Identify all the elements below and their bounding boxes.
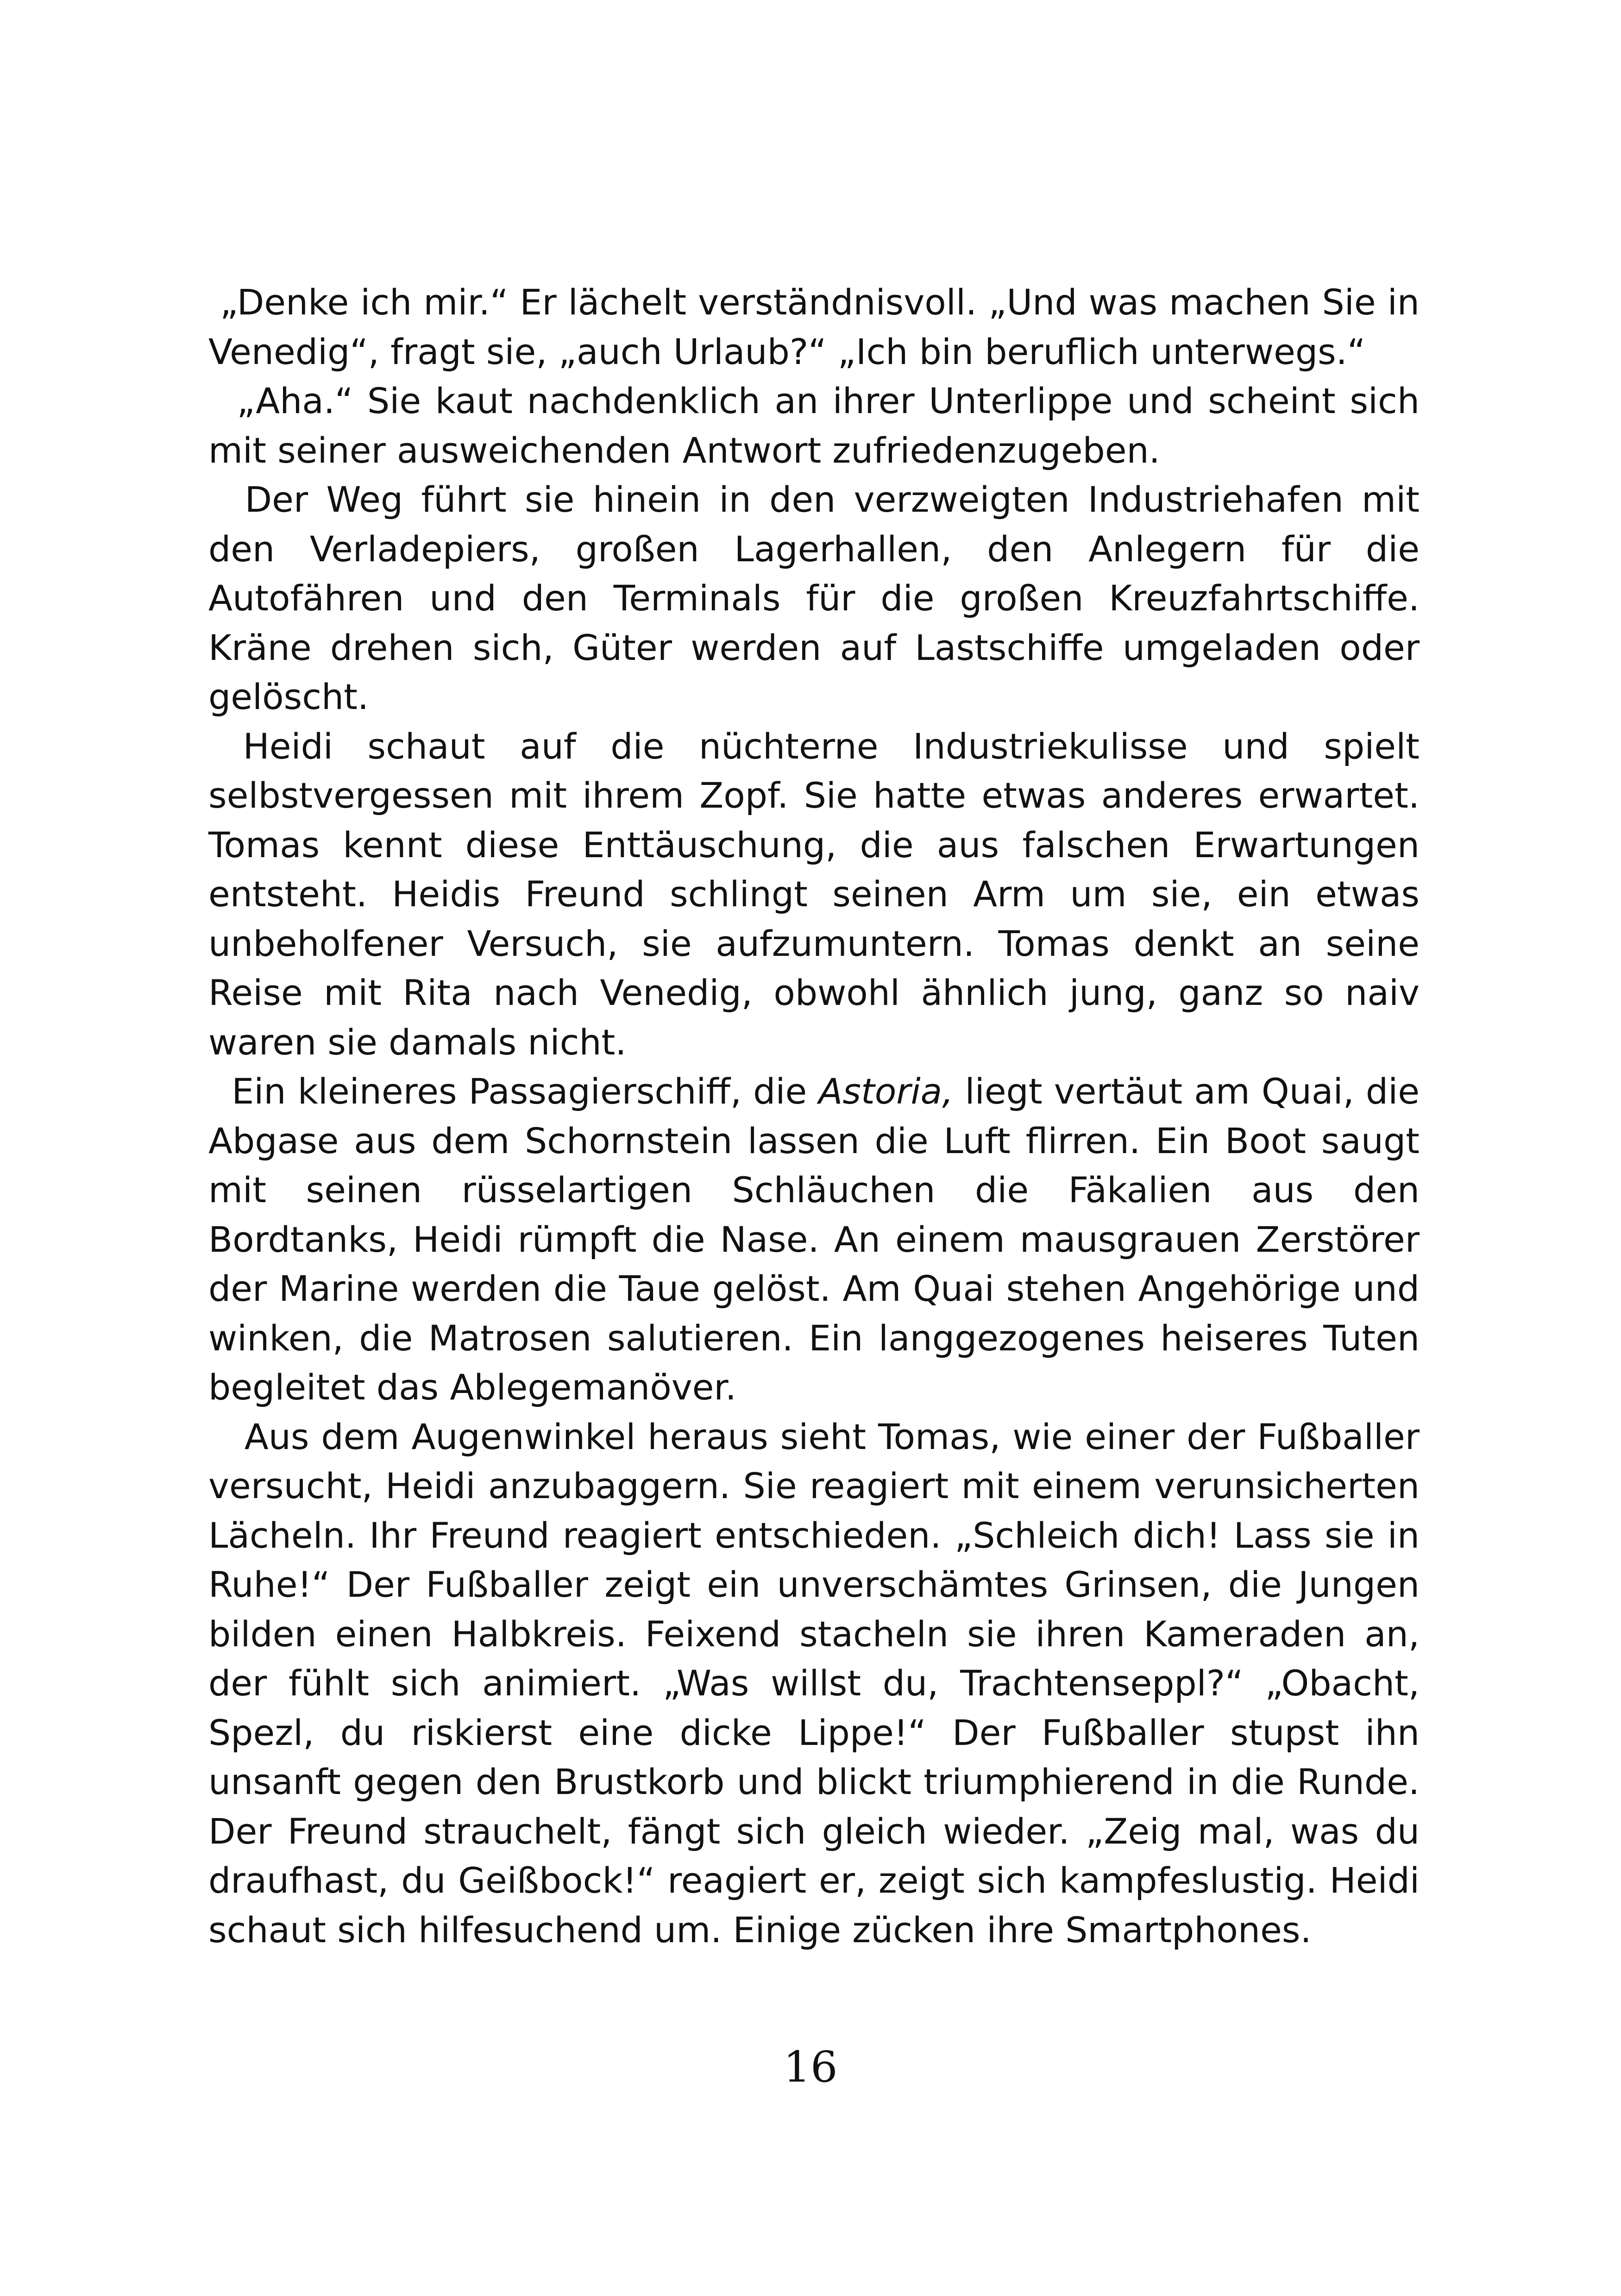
- page-number: 16: [783, 2042, 838, 2092]
- paragraph-3: Der Weg führt sie hinein in den verzweigten Industriehafen mit den Verladepiers, großen Lagerhallen, den Anlegern für die Autofähren und den Terminals für die großen Kreuzfahrtschiffe. Kräne drehen sich, Güter werden auf Lastschiffe umgeladen oder gelöscht.: [208, 479, 1420, 717]
- paragraph-5: Ein kleineres Passagierschiff, die Astoria, liegt vertäut am Quai, die Abgase aus dem Schornstein lassen die Luft flirren. Ein Boot saugt mit seinen rüsselartigen Schläuchen die Fäkalien aus den Bordtanks, Heidi rümpft die Nase. An einem mausgrauen Zerstörer der Marine werden die Taue gelöst. Am Quai stehen Angehörige und winken, die Matrosen salutieren. Ein langgezogenes heiseres Tuten begleitet das Ablegemanöver.: [208, 1071, 1420, 1408]
- body-text: [208, 278, 1420, 1955]
- ship-name: Astoria,: [818, 1071, 954, 1112]
- paragraph-6: Aus dem Augenwinkel heraus sieht Tomas, wie einer der Fußballer versucht, Heidi anzubaggern. Sie reagiert mit einem verunsicherten Lächeln. Ihr Freund reagiert entschieden. „Schleich dich! Lass sie in Ruhe!“ Der Fußballer zeigt ein unverschämtes Grinsen, die Jungen bilden einen Halbkreis. Feixend stacheln sie ihren Kameraden an, der fühlt sich animiert. „Was willst du, Trachtenseppl?“ „Obacht, Spezl, du riskierst eine dicke Lippe!“ Der Fußballer stupst ihn unsanft gegen den Brustkorb und blickt triumphierend in die Runde. Der Freund strauchelt, fängt sich gleich wieder. „Zeig mal, was du draufhast, du Geißbock!“ reagiert er, zeigt sich kampfeslustig. Heidi schaut sich hilfesuchend um. Einige zücken ihre Smartphones.: [208, 1416, 1420, 1951]
- paragraph-4: Heidi schaut auf die nüchterne Industriekulisse und spielt selbstvergessen mit ihrem Zopf. Sie hatte etwas anderes erwartet. Tomas kennt diese Enttäuschung, die aus falschen Erwartungen entsteht. Heidis Freund schlingt seinen Arm um sie, ein etwas unbeholfener Versuch, sie aufzumuntern. Tomas denkt an seine Reise mit Rita nach Venedig, obwohl ähnlich jung, ganz so naiv waren sie damals nicht.: [208, 725, 1420, 1063]
- paragraph-2: „Aha.“ Sie kaut nachdenklich an ihrer Unterlippe und scheint sich mit seiner ausweichenden Antwort zufriedenzugeben.: [208, 380, 1420, 471]
- paragraph-1: „Denke ich mir.“ Er lächelt verständnisvoll. „Und was machen Sie in Venedig“, fragt sie, „auch Urlaub?“ „Ich bin beruflich unterwegs.“: [208, 282, 1420, 372]
